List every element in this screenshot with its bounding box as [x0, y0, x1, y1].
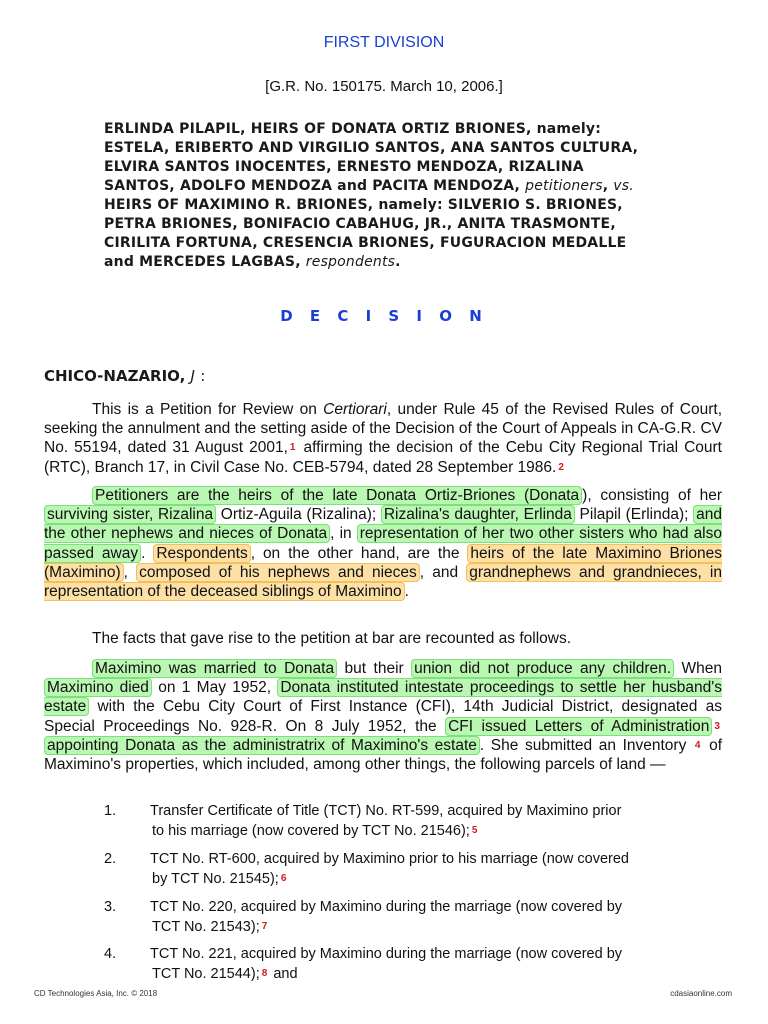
text-run: TCT No. RT-600, acquired by Maximino prior to his marriage (now covered: [150, 851, 629, 867]
parties-line: SANTOS, ADOLFO MENDOZA and PACITA MENDOZA, petitioners, vs.: [104, 178, 634, 194]
text-run: , and: [419, 563, 467, 581]
footnote-link-1[interactable]: 1: [289, 442, 296, 454]
text-run: on 1 May 1952,: [151, 679, 278, 697]
text-run: TCT No. 221, acquired by Maximino during the marriage (now covered by: [150, 946, 623, 962]
text-run: The facts that gave rise to the petition at bar are recounted as follows.: [92, 630, 572, 647]
footer-copyright: CD Technologies Asia, Inc. © 2018: [34, 989, 158, 998]
highlight-orange[interactable]: heirs of the late Maximino Briones (Maximino): [44, 544, 723, 581]
highlight-green[interactable]: CFI issued Letters of Administration: [445, 717, 712, 736]
list-number: 2.: [104, 851, 117, 867]
certiorari-term: Certiorari: [323, 401, 387, 418]
highlight-green[interactable]: Maximino died: [44, 678, 152, 697]
text-run: .: [141, 544, 154, 562]
text-run: by TCT No. 21545);: [152, 871, 279, 887]
text-run: This is a Petition for Review on: [92, 401, 324, 418]
colon: :: [200, 367, 206, 385]
text-run: to his marriage (now covered by TCT No. 21546);: [152, 823, 470, 839]
text-run: .: [404, 583, 409, 601]
paragraph-4: [44, 659, 722, 774]
parties-line: ERLINDA PILAPIL, HEIRS OF DONATA ORTIZ BRIONES, namely:: [104, 121, 602, 137]
list-text: [150, 850, 680, 889]
footnote-link-4[interactable]: 4: [694, 739, 701, 751]
paragraph-2: [44, 486, 722, 601]
highlight-green[interactable]: Rizalina's daughter, Erlinda: [381, 505, 575, 524]
text-run: Ortiz-Aguila (Rizalina);: [216, 506, 381, 524]
text-run: , on the other hand, are the: [250, 544, 468, 562]
highlight-orange[interactable]: grandnephews and grandnieces, in representation of the deceased siblings of Maximino: [44, 563, 722, 601]
parties-line: PETRA BRIONES, BONIFACIO CABAHUG, JR., ANITA TRASMONTE,: [104, 216, 616, 232]
text-run: TCT No. 21544);: [152, 966, 260, 982]
text-run: . She submitted an Inventory: [479, 736, 693, 754]
highlight-green[interactable]: surviving sister, Rizalina: [44, 505, 216, 524]
justice-abbrev: J: [190, 367, 195, 385]
footnote-link-5[interactable]: 5: [471, 825, 478, 836]
highlight-green[interactable]: union did not produce any children.: [411, 659, 674, 678]
text-run: ), consisting of her: [582, 487, 722, 504]
text-run: TCT No. 21543);: [152, 919, 260, 935]
footnote-link-6[interactable]: 6: [280, 873, 287, 884]
text-run: and: [269, 966, 298, 982]
highlight-orange[interactable]: composed of his nephews and nieces: [136, 563, 420, 582]
petitioners-label: petitioners: [525, 178, 603, 194]
text-run: with the Cebu City Court of First Instance (CFI), 14th Judicial District, designated as Special Proceedings No. 928-R. On 8 July 1952, the: [44, 698, 722, 735]
highlight-green[interactable]: representation of her two other sisters who had also passed away: [44, 525, 722, 562]
list-text: [150, 898, 680, 937]
versus-label: vs.: [613, 178, 634, 194]
list-number: 3.: [104, 899, 117, 915]
highlight-orange[interactable]: Respondents: [153, 544, 250, 563]
parties-line: ESTELA, ERIBERTO AND VIRGILIO SANTOS, ANA SANTOS CULTURA,: [104, 140, 639, 156]
list-number: 4.: [104, 946, 117, 962]
text-run: When: [674, 660, 722, 677]
parties-text: SANTOS, ADOLFO MENDOZA and PACITA MENDOZA,: [104, 178, 521, 194]
division-heading: FIRST DIVISION: [323, 34, 445, 51]
highlight-green[interactable]: Maximino was married to Donata: [92, 659, 337, 678]
highlight-green[interactable]: Petitioners are the heirs of the late Donata Ortiz-Briones (Donata: [92, 486, 582, 505]
parties-line: CIRILITA FORTUNA, CRESENCIA BRIONES, FUGURACION MEDALLE: [104, 235, 627, 251]
footer-site[interactable]: cdasiaonline.com: [670, 989, 732, 998]
respondents-label: respondents: [305, 254, 396, 270]
paragraph-3: [44, 629, 722, 648]
case-number: [G.R. No. 150175. March 10, 2006.]: [265, 78, 503, 95]
text-run: TCT No. 220, acquired by Maximino during the marriage (now covered by: [150, 899, 623, 915]
ponente-name: CHICO-NAZARIO,: [44, 367, 186, 385]
list-text: [150, 945, 680, 984]
footnote-link-7[interactable]: 7: [261, 921, 268, 932]
parties-line: HEIRS OF MAXIMINO R. BRIONES, namely: SILVERIO S. BRIONES,: [104, 197, 623, 213]
ponente: [44, 367, 205, 385]
text-run: affirming the decision of the Cebu City Regional Trial Court (RTC), Branch 17, in Civil Case No. CEB-5794, dated 28 September 1986.: [44, 439, 722, 476]
footnote-link-3[interactable]: 3: [714, 720, 720, 732]
footnote-link-8[interactable]: 8: [261, 968, 268, 979]
highlight-green[interactable]: appointing Donata as the administratrix of Maximino's estate: [44, 736, 480, 755]
text-run: Pilapil (Erlinda);: [574, 506, 694, 524]
list-text: [150, 802, 680, 841]
highlight-green[interactable]: and the other nephews and nieces of Donata: [44, 506, 722, 543]
parties-text: and MERCEDES LAGBAS,: [104, 254, 301, 270]
parties-line: ELVIRA SANTOS INOCENTES, ERNESTO MENDOZA, RIZALINA: [104, 159, 584, 175]
parties-line: and MERCEDES LAGBAS, respondents.: [104, 254, 401, 270]
footnote-link-2[interactable]: 2: [558, 461, 564, 473]
text-run: ,: [123, 563, 137, 581]
paragraph-1: [44, 400, 722, 477]
text-run: of Maximino's properties, which included, among other things, the following parcels of land —: [44, 736, 722, 774]
case-parties: [104, 120, 684, 272]
text-run: , in: [330, 525, 357, 543]
text-run: but their: [337, 660, 412, 677]
list-number: 1.: [104, 803, 117, 819]
text-run: Transfer Certificate of Title (TCT) No. RT-599, acquired by Maximino prior: [150, 803, 622, 819]
decision-heading: D E C I S I O N: [280, 307, 488, 325]
text-run: , under Rule 45 of the Revised Rules of Court, seeking the annulment and the setting aside of the Decision of the Court of Appeals in CA-G.R. CV No. 55194, dated 31 August 2001,: [44, 401, 722, 457]
highlight-green[interactable]: Donata instituted intestate proceedings to settle her husband's estate: [44, 679, 722, 716]
